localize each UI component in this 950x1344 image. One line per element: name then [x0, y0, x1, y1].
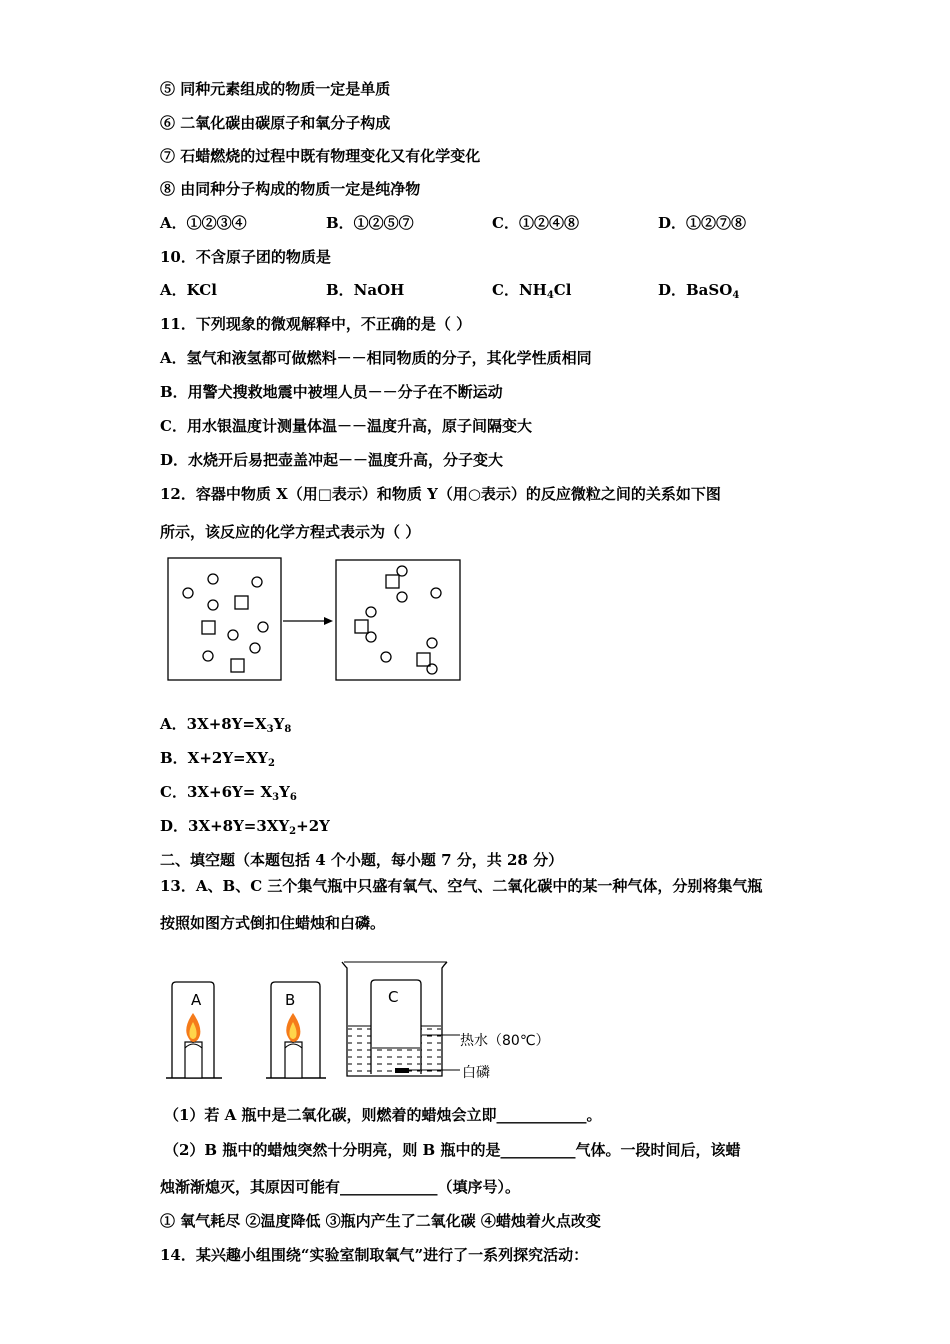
q13-stem-line1: 13．A、B、C 三个集气瓶中只盛有氧气、空气、二氧化碳中的某一种气体，分别将集气瓶	[160, 877, 763, 895]
q11-option-b: B．用警犬搜救地震中被埋人员－－分子在不断运动	[160, 383, 503, 401]
q10-option-c: C．$NH_4Cl$	[492, 281, 572, 301]
q10-option-b: B．NaOH	[326, 281, 405, 299]
q9-option-d: D．①②⑦⑧	[658, 214, 747, 232]
statement-5: ⑤ 同种元素组成的物质一定是单质	[160, 80, 391, 98]
jar-c-beaker	[342, 962, 460, 1076]
q12-option-d: D．$3X+8Y=3XY_2+2Y$	[160, 817, 330, 837]
q12-particle-diagram	[167, 557, 463, 683]
jar-b	[266, 982, 326, 1078]
q12-stem-line2: 所示，该反应的化学方程式表示为（ ）	[160, 523, 421, 541]
label-c: C	[388, 988, 399, 1006]
q11-option-d: D．水烧开后易把壶盖冲起－－温度升高，分子变大	[160, 451, 504, 469]
q10-option-a: A．KCl	[160, 281, 217, 299]
label-hot-water: 热水（80℃）	[460, 1033, 550, 1049]
q12-option-c: C．$3X+6Y= X_3Y_6$	[160, 783, 297, 803]
q12-stem-line1: 12．容器中物质 X（用□表示）和物质 Y（用○表示）的反应微粒之间的关系如下图	[160, 485, 721, 503]
section-2-heading: 二、填空题（本题包括 4 个小题，每小题 7 分，共 28 分）	[160, 851, 564, 869]
label-b: B	[285, 991, 296, 1009]
q11-option-a: A．氢气和液氢都可做燃料－－相同物质的分子，其化学性质相同	[160, 349, 592, 367]
statement-8: ⑧ 由同种分子构成的物质一定是纯净物	[160, 180, 421, 198]
q13-stem-line2: 按照如图方式倒扣住蜡烛和白磷。	[160, 914, 386, 932]
label-white-phosphorus: 白磷	[462, 1065, 490, 1081]
q11-stem: 11．下列现象的微观解释中，不正确的是（ ）	[160, 315, 472, 333]
q9-option-a: A．①②③④	[160, 214, 247, 232]
q9-option-b: B．①②⑤⑦	[326, 214, 414, 232]
q12-option-b: B．$X+2Y=XY_2$	[160, 749, 275, 769]
q13-choices: ① 氧气耗尽 ②温度降低 ③瓶内产生了二氧化碳 ④蜡烛着火点改变	[160, 1212, 601, 1230]
q13-part2-line1: （2）B 瓶中的蜡烛突然十分明亮，则 B 瓶中的是__________气体。一段时间后，该蜡	[164, 1141, 741, 1159]
q11-option-c: C．用水银温度计测量体温－－温度升高，原子间隔变大	[160, 417, 532, 435]
q10-option-d: D．BaSO$_4$	[658, 281, 740, 301]
q12-option-a: A．$3X+8Y=X_3Y_8$	[160, 715, 292, 735]
white-phosphorus-sample	[395, 1068, 409, 1073]
q13-candle-diagram	[166, 956, 566, 1086]
statement-6: ⑥ 二氧化碳由碳原子和氧分子构成	[160, 114, 391, 132]
before-container	[168, 558, 281, 680]
q14-stem: 14．某兴趣小组围绕“实验室制取氧气”进行了一系列探究活动：	[160, 1246, 589, 1264]
q10-stem: 10．不含原子团的物质是	[160, 248, 331, 266]
statement-7: ⑦ 石蜡燃烧的过程中既有物理变化又有化学变化	[160, 147, 481, 165]
arrow-icon	[324, 617, 333, 625]
q9-option-c: C．①②④⑧	[492, 214, 579, 232]
label-a: A	[191, 991, 202, 1009]
q13-part2-line2: 烛渐渐熄灭，其原因可能有_____________（填序号）。	[160, 1178, 521, 1196]
q13-part1: （1）若 A 瓶中是二氧化碳，则燃着的蜡烛会立即____________。	[164, 1106, 602, 1124]
